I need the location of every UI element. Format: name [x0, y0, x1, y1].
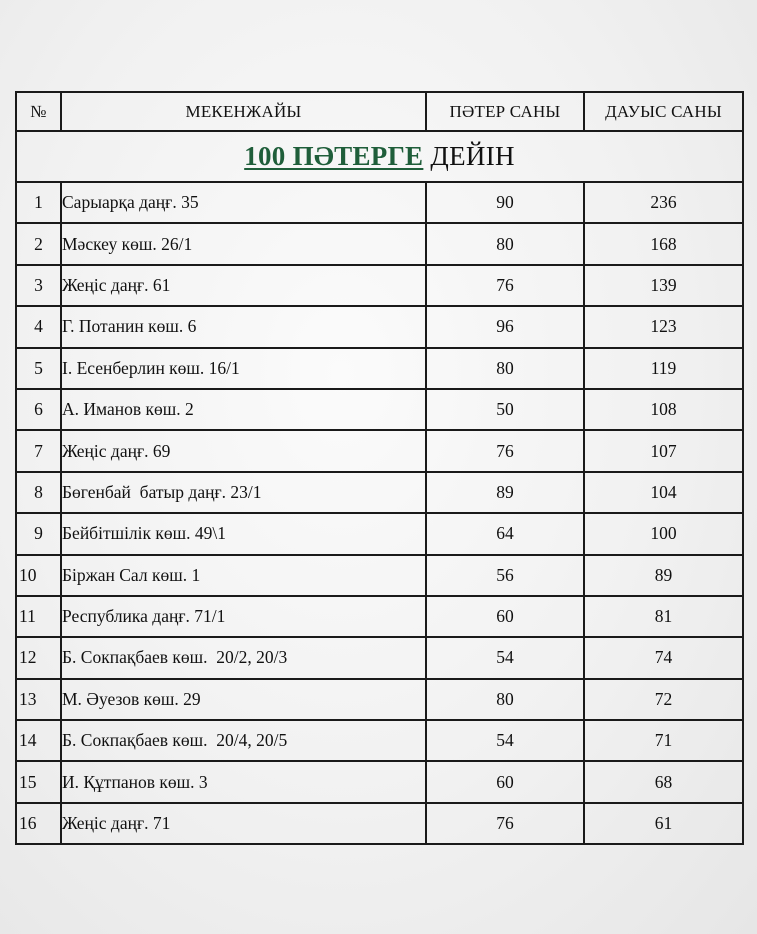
table-row: [16, 223, 743, 264]
section-title-accent: 100 ПӘТЕРГЕ: [244, 141, 424, 171]
table-row: [16, 430, 743, 471]
row-number: 1: [16, 182, 61, 223]
row-flats: 76: [426, 265, 584, 306]
row-flats: 89: [426, 472, 584, 513]
row-address: А. Иманов көш. 2: [61, 389, 426, 430]
row-votes: 168: [584, 223, 743, 264]
table-row: [16, 761, 743, 802]
row-flats: 56: [426, 555, 584, 596]
row-number: 6: [16, 389, 61, 430]
row-votes: 107: [584, 430, 743, 471]
row-votes: 81: [584, 596, 743, 637]
table-row: [16, 513, 743, 554]
row-number: 12: [16, 637, 61, 678]
row-address: І. Есенберлин көш. 16/1: [61, 348, 426, 389]
row-number: 4: [16, 306, 61, 347]
row-address: Б. Сокпақбаев көш. 20/4, 20/5: [61, 720, 426, 761]
section-title-rest: ДЕЙІН: [423, 141, 515, 171]
row-number: 7: [16, 430, 61, 471]
row-flats: 54: [426, 637, 584, 678]
row-flats: 64: [426, 513, 584, 554]
table-row: [16, 720, 743, 761]
row-flats: 50: [426, 389, 584, 430]
table-row: [16, 679, 743, 720]
row-votes: 100: [584, 513, 743, 554]
table-row: [16, 306, 743, 347]
table-row: [16, 265, 743, 306]
section-title: [16, 131, 743, 182]
row-votes: 68: [584, 761, 743, 802]
table-header-row: [16, 92, 743, 131]
header-votes: ДАУЫС САНЫ: [584, 92, 743, 131]
row-address: Біржан Сал көш. 1: [61, 555, 426, 596]
row-number: 8: [16, 472, 61, 513]
row-address: Б. Сокпақбаев көш. 20/2, 20/3: [61, 637, 426, 678]
row-number: 14: [16, 720, 61, 761]
row-flats: 80: [426, 223, 584, 264]
row-address: Жеңіс даңғ. 61: [61, 265, 426, 306]
table-row: [16, 555, 743, 596]
row-votes: 139: [584, 265, 743, 306]
row-address: И. Құтпанов көш. 3: [61, 761, 426, 802]
table-body: [16, 131, 743, 844]
row-number: 11: [16, 596, 61, 637]
row-number: 15: [16, 761, 61, 802]
row-address: Республика даңғ. 71/1: [61, 596, 426, 637]
vote-results-table: [15, 91, 744, 845]
row-flats: 76: [426, 803, 584, 844]
table-row: [16, 637, 743, 678]
row-flats: 54: [426, 720, 584, 761]
row-number: 2: [16, 223, 61, 264]
row-votes: 108: [584, 389, 743, 430]
row-number: 5: [16, 348, 61, 389]
header-flats: ПӘТЕР САНЫ: [426, 92, 584, 131]
row-flats: 60: [426, 761, 584, 802]
row-address: Бөгенбай батыр даңғ. 23/1: [61, 472, 426, 513]
row-number: 10: [16, 555, 61, 596]
row-number: 3: [16, 265, 61, 306]
table-row: [16, 596, 743, 637]
row-address: Сарыарқа даңғ. 35: [61, 182, 426, 223]
table-row: [16, 182, 743, 223]
row-number: 9: [16, 513, 61, 554]
table-row: [16, 472, 743, 513]
row-votes: 123: [584, 306, 743, 347]
row-address: Мәскеу көш. 26/1: [61, 223, 426, 264]
row-votes: 119: [584, 348, 743, 389]
row-flats: 76: [426, 430, 584, 471]
row-address: Бейбітшілік көш. 49\1: [61, 513, 426, 554]
row-number: 13: [16, 679, 61, 720]
row-votes: 104: [584, 472, 743, 513]
header-number: №: [16, 92, 61, 131]
row-flats: 80: [426, 679, 584, 720]
table-row: [16, 803, 743, 844]
row-address: М. Әуезов көш. 29: [61, 679, 426, 720]
table-row: [16, 389, 743, 430]
section-title-row: [16, 131, 743, 182]
table-row: [16, 348, 743, 389]
row-votes: 89: [584, 555, 743, 596]
row-flats: 60: [426, 596, 584, 637]
row-votes: 61: [584, 803, 743, 844]
row-flats: 96: [426, 306, 584, 347]
row-address: Жеңіс даңғ. 71: [61, 803, 426, 844]
row-number: 16: [16, 803, 61, 844]
row-flats: 80: [426, 348, 584, 389]
row-flats: 90: [426, 182, 584, 223]
header-address: МЕКЕНЖАЙЫ: [61, 92, 426, 131]
row-address: Г. Потанин көш. 6: [61, 306, 426, 347]
row-votes: 74: [584, 637, 743, 678]
row-address: Жеңіс даңғ. 69: [61, 430, 426, 471]
row-votes: 236: [584, 182, 743, 223]
row-votes: 71: [584, 720, 743, 761]
row-votes: 72: [584, 679, 743, 720]
